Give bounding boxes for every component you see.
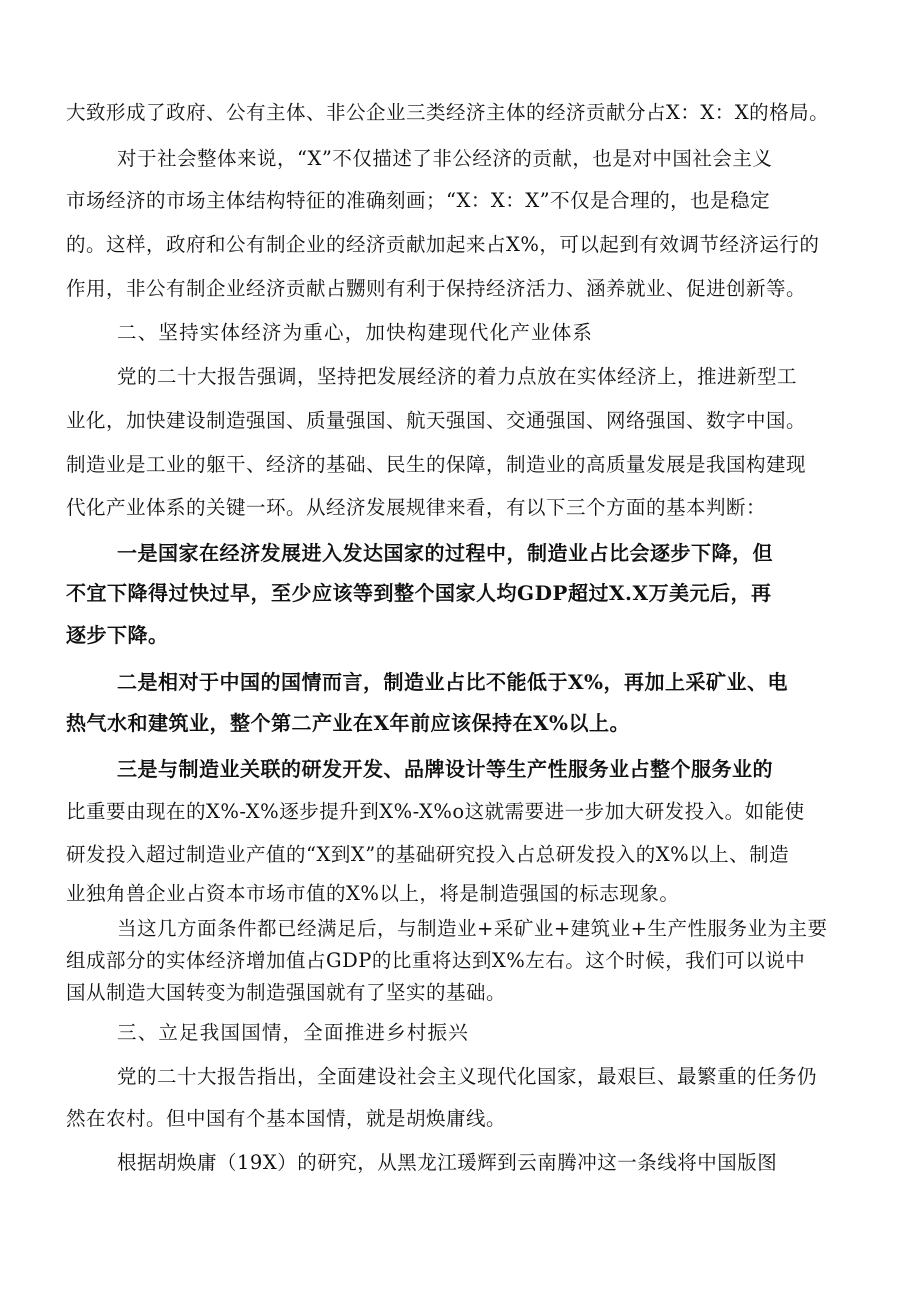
text-line: 国从制造大国转变为制造强国就有了坚实的基础。 — [66, 981, 507, 1004]
text-line: 大致形成了政府、公有主体、非公企业三类经济主体的经济贡献分占X：X：X的格局。 — [66, 101, 830, 124]
text-line: 然在农村。但中国有个基本国情，就是胡焕庸线。 — [66, 1107, 507, 1130]
text-line: 三是与制造业关联的研发开发、品牌设计等生产性服务业占整个服务业的 — [117, 757, 773, 781]
text-line: 比重要由现在的X%-X%逐步提升到X%-X%o这就需要进一步加大研发投入。如能使 — [66, 800, 805, 823]
section-heading: 三、立足我国国情，全面推进乡村振兴 — [117, 1021, 469, 1044]
text-line: 作用，非公有制企业经济贡献占嬲则有利于保持经济活力、涵养就业、促进创新等。 — [66, 277, 807, 300]
text-line: 的。这样，政府和公有制企业的经济贡献加起来占X%，可以起到有效调节经济运行的 — [66, 233, 820, 256]
text-line: 制造业是工业的躯干、经济的基础、民生的保障，制造业的高质量发展是我国构建现 — [66, 453, 807, 476]
text-line: 一是国家在经济发展进入发达国家的过程中，制造业占比会逐步下降，但 — [117, 541, 773, 565]
text-line: 二是相对于中国的国情而言，制造业占比不能低于X%，再加上采矿业、电 — [117, 670, 789, 694]
text-line: 市场经济的市场主体结构特征的准确刻画；“X：X：X”不仅是合理的，也是稳定 — [66, 189, 771, 212]
text-line: 党的二十大报告强调，坚持把发展经济的着力点放在实体经济上，推进新型工 — [117, 365, 798, 388]
text-line: 业化，加快建设制造强国、质量强国、航天强国、交通强国、网络强国、数字中国。 — [66, 409, 807, 432]
text-line: 业独角兽企业占资本市场市值的X%以上，将是制造强国的标志现象。 — [66, 882, 680, 905]
text-line: 逐步下降。 — [66, 623, 169, 647]
text-line: 组成部分的实体经济增加值占GDP的比重将达到X%左右。这个时候，我们可以说中 — [66, 949, 806, 972]
text-line: 热气水和建筑业，整个第二产业在X年前应该保持在X%以上。 — [66, 711, 631, 735]
text-line: 代化产业体系的关键一环。从经济发展规律来看，有以下三个方面的基本判断： — [66, 496, 767, 519]
text-line: 对于社会整体来说，“X”不仅描述了非公经济的贡献，也是对中国社会主义 — [117, 147, 773, 170]
text-line: 当这几方面条件都已经满足后，与制造业+采矿业+建筑业+生产性服务业为主要 — [117, 917, 828, 940]
section-heading: 二、坚持实体经济为重心，加快构建现代化产业体系 — [117, 321, 594, 344]
text-line: 研发投入超过制造业产值的“X到X”的基础研究投入占总研发投入的X%以上、制造 — [66, 843, 790, 866]
text-line: 不宜下降得过快过早，至少应该等到整个国家人均GDP超过X.X万美元后，再 — [66, 581, 772, 605]
text-line: 党的二十大报告指出，全面建设社会主义现代化国家，最艰巨、最繁重的任务仍 — [117, 1065, 818, 1088]
text-line: 根据胡焕庸（19X）的研究，从黑龙江瑗辉到云南腾冲这一条线将中国版图 — [117, 1151, 778, 1174]
